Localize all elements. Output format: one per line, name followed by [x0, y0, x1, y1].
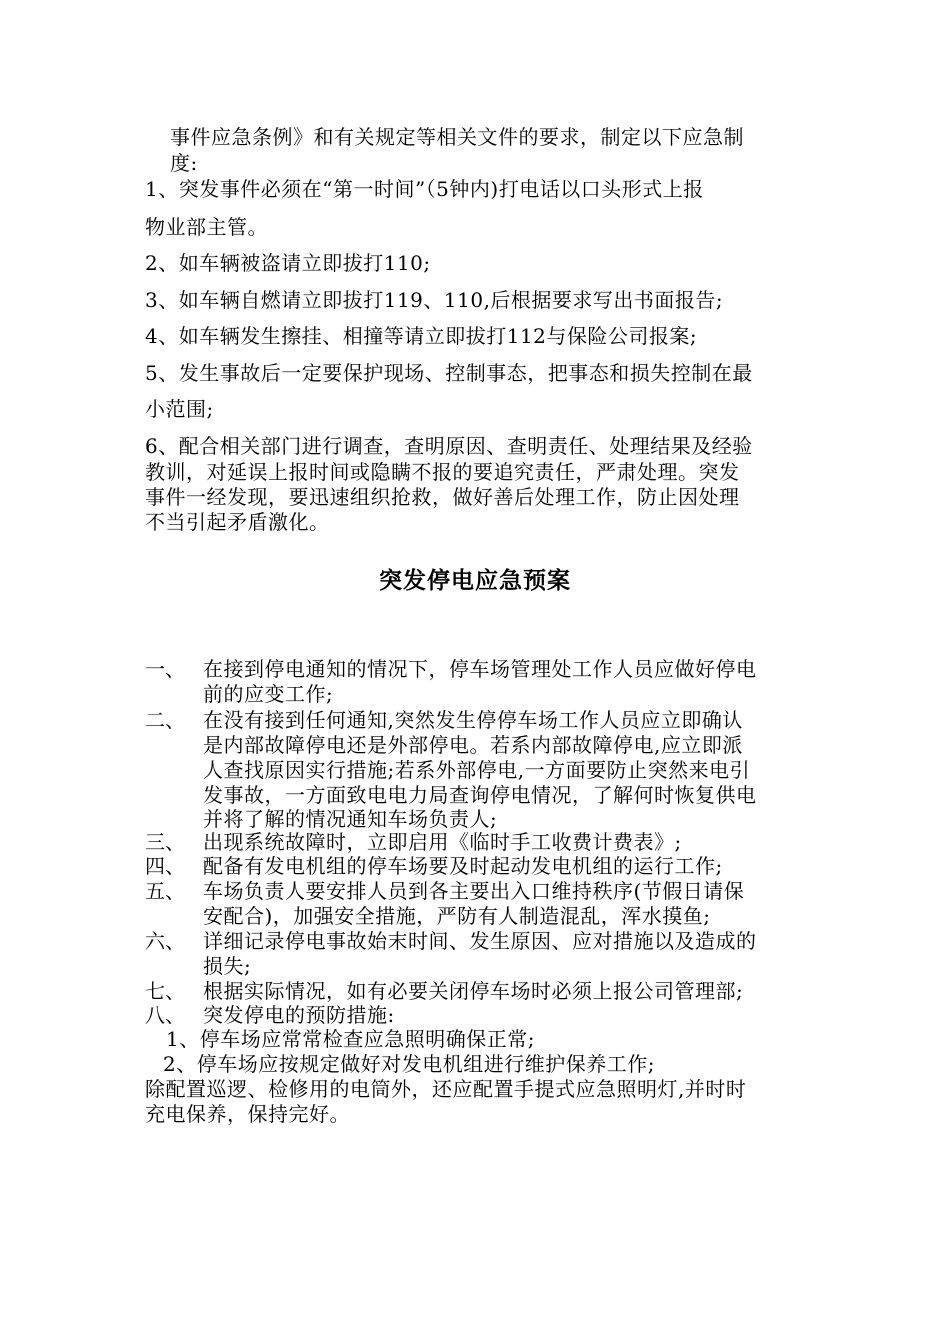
item-num: 二、 [145, 708, 185, 732]
item-text-line: 并将了解的情况通知车场负责人; [203, 807, 498, 831]
intro-line-2: 度: [170, 151, 198, 175]
item-1-line-1: 1、突发事件必须在“第一时间”（5钟内)打电话以口头形式上报 [145, 177, 704, 201]
item-num: 七、 [145, 979, 185, 1003]
section-title: 突发停电应急预案 [379, 568, 571, 594]
item-text-line: 是内部故障停电还是外部停电。若系内部故障停电,应立即派 [203, 733, 743, 757]
item-1-line-2: 物业部主管。 [145, 215, 268, 239]
tail-line-1: 除配置巡逻、检修用的电筒外，还应配置手提式应急照明灯,并时时 [145, 1077, 747, 1101]
item-6-line-3: 事件一经发现，要迅速组织抢救，做好善后处理工作，防止因处理 [145, 485, 740, 509]
item-text-line: 详细记录停电事故始末时间、发生原因、应对措施以及造成的 [203, 929, 757, 953]
item-num: 三、 [145, 830, 185, 854]
item-text-line: 前的应变工作; [203, 682, 334, 706]
item-text-line: 在接到停电通知的情况下，停车场管理处工作人员应做好停电 [203, 657, 757, 681]
item-text-line: 根据实际情况，如有必要关闭停车场时必须上报公司管理部; [203, 979, 744, 1003]
item-text-line: 出现系统故障时，立即启用《临时手工收费计费表》; [203, 830, 682, 854]
intro-line-1: 事件应急条例》和有关规定等相关文件的要求，制定以下应急制 [170, 125, 744, 149]
item-num: 六、 [145, 929, 185, 953]
item-text-line: 配备有发电机组的停车场要及时起动发电机组的运行工作; [203, 854, 723, 878]
item-5-line-1: 5、发生事故后一定要保护现场、控制事态，把事态和损失控制在最 [145, 361, 753, 385]
item-text-line: 车场负责人要安排人员到各主要出入口维持秩序(节假日请保 [203, 879, 745, 903]
item-6-line-2: 教训，对延误上报时间或隐瞒不报的要追究责任，严肃处理。突发 [145, 460, 740, 484]
sub-item-2: 2、停车场应按规定做好对发电机组进行维护保养工作; [163, 1052, 655, 1076]
item-num: 一、 [145, 657, 185, 681]
item-4: 4、如车辆发生擦挂、相撞等请立即拔打112与保险公司报案; [145, 324, 698, 348]
sub-item-1: 1、停车场应常常检查应急照明确保正常; [166, 1027, 535, 1051]
item-2: 2、如车辆被盗请立即拔打110; [145, 251, 431, 275]
item-num: 五、 [145, 879, 185, 903]
item-5-line-2: 小范围; [145, 397, 214, 421]
item-3: 3、如车辆自燃请立即拔打119、110,后根据要求写出书面报告; [145, 288, 724, 312]
tail-line-2: 充电保养，保持完好。 [145, 1102, 350, 1126]
item-num: 八、 [145, 1003, 185, 1027]
item-6-line-1: 6、配合相关部门进行调查，查明原因、查明责任、处理结果及经验 [145, 434, 753, 458]
item-text-line: 在没有接到任何通知,突然发生停停车场工作人员应立即确认 [203, 708, 743, 732]
item-6-line-4: 不当引起矛盾激化。 [145, 510, 330, 534]
item-text-line: 发事故，一方面致电电力局查询停电情况，了解何时恢复供电 [203, 783, 757, 807]
item-text-line: 安配合)，加强安全措施，严防有人制造混乱，浑水摸鱼; [203, 904, 711, 928]
item-text-line: 人查找原因实行措施;若系外部停电,一方面要防止突然来电引 [203, 758, 751, 782]
item-num: 四、 [145, 854, 185, 878]
item-text-line: 损失; [203, 954, 252, 978]
item-text-line: 突发停电的预防措施: [203, 1003, 395, 1027]
